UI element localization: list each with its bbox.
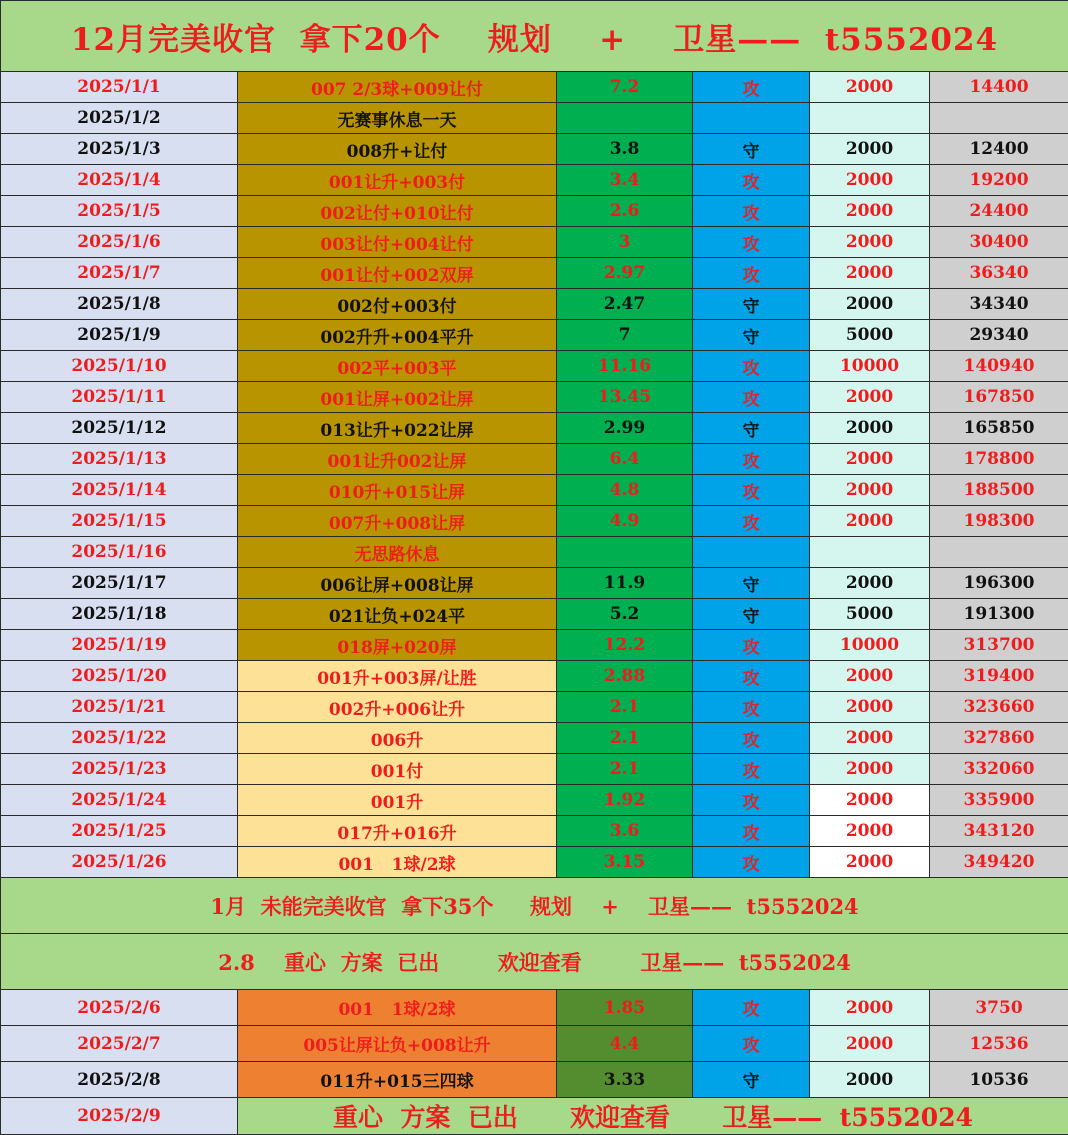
table-row	[1, 351, 1068, 382]
total-cell: 12400	[930, 134, 1068, 165]
odds-cell: 12.2	[557, 630, 693, 661]
type-cell: 守	[693, 320, 810, 351]
type-cell: 守	[693, 568, 810, 599]
total-cell: 140940	[930, 351, 1068, 382]
date-cell: 2025/1/17	[1, 568, 238, 599]
type-cell: 攻	[693, 444, 810, 475]
type-cell: 攻	[693, 227, 810, 258]
plan-cell: 007 2/3球+009让付	[238, 72, 557, 103]
date-cell: 2025/2/6	[1, 990, 238, 1026]
plan-cell: 001升	[238, 785, 557, 816]
odds-cell: 6.4	[557, 444, 693, 475]
table-row	[1, 103, 1068, 134]
table-row	[1, 382, 1068, 413]
date-cell: 2025/1/11	[1, 382, 238, 413]
type-cell: 守	[693, 599, 810, 630]
stake-cell: 2000	[810, 723, 930, 754]
table-row	[1, 134, 1068, 165]
odds-cell: 3.6	[557, 816, 693, 847]
final-notice: 重心 方案 已出 欢迎查看 卫星—— t5552024	[238, 1098, 1068, 1135]
date-cell: 2025/1/1	[1, 72, 238, 103]
stake-cell: 2000	[810, 568, 930, 599]
type-cell	[693, 103, 810, 134]
total-cell	[930, 537, 1068, 568]
stake-cell: 2000	[810, 227, 930, 258]
plan-cell: 008升+让付	[238, 134, 557, 165]
total-cell: 188500	[930, 475, 1068, 506]
plan-cell: 001让屏+002让屏	[238, 382, 557, 413]
date-cell: 2025/1/5	[1, 196, 238, 227]
date-cell: 2025/2/8	[1, 1062, 238, 1098]
table-row	[1, 599, 1068, 630]
date-cell: 2025/1/26	[1, 847, 238, 878]
type-cell: 守	[693, 1062, 810, 1098]
date-cell: 2025/1/18	[1, 599, 238, 630]
stake-cell: 2000	[810, 1062, 930, 1098]
plan-cell: 013让升+022让屏	[238, 413, 557, 444]
odds-cell: 13.45	[557, 382, 693, 413]
total-cell: 323660	[930, 692, 1068, 723]
type-cell: 攻	[693, 475, 810, 506]
total-cell: 198300	[930, 506, 1068, 537]
stake-cell: 2000	[810, 134, 930, 165]
plan-cell: 010升+015让屏	[238, 475, 557, 506]
table-row	[1, 847, 1068, 878]
stake-cell: 5000	[810, 599, 930, 630]
date-cell: 2025/1/16	[1, 537, 238, 568]
odds-cell: 3.4	[557, 165, 693, 196]
date-cell: 2025/1/10	[1, 351, 238, 382]
type-cell: 攻	[693, 72, 810, 103]
table-row	[1, 1062, 1068, 1098]
odds-cell: 4.4	[557, 1026, 693, 1062]
header-title: 12月完美收官 拿下20个 规划 + 卫星—— t5552024	[1, 1, 1068, 72]
date-cell: 2025/1/13	[1, 444, 238, 475]
total-cell: 191300	[930, 599, 1068, 630]
total-cell: 165850	[930, 413, 1068, 444]
date-cell: 2025/1/2	[1, 103, 238, 134]
date-cell: 2025/1/4	[1, 165, 238, 196]
plan-cell: 001让升002让屏	[238, 444, 557, 475]
stake-cell: 2000	[810, 506, 930, 537]
odds-cell: 2.6	[557, 196, 693, 227]
plan-cell: 002让付+010让付	[238, 196, 557, 227]
total-cell: 3750	[930, 990, 1068, 1026]
stake-cell: 2000	[810, 1026, 930, 1062]
total-cell: 343120	[930, 816, 1068, 847]
type-cell: 攻	[693, 723, 810, 754]
header-banner-row	[1, 1, 1068, 72]
february-notice-banner: 2.8 重心 方案 已出 欢迎查看 卫星—— t5552024	[1, 934, 1068, 990]
date-cell: 2025/1/23	[1, 754, 238, 785]
plan-cell: 无思路休息	[238, 537, 557, 568]
plan-cell: 无赛事休息一天	[238, 103, 557, 134]
stake-cell: 2000	[810, 413, 930, 444]
total-cell	[930, 103, 1068, 134]
table-row	[1, 227, 1068, 258]
date-cell: 2025/1/15	[1, 506, 238, 537]
type-cell: 攻	[693, 785, 810, 816]
plan-cell: 002升+006让升	[238, 692, 557, 723]
type-cell: 攻	[693, 847, 810, 878]
type-cell: 攻	[693, 754, 810, 785]
plan-cell: 001 1球/2球	[238, 847, 557, 878]
table-row	[1, 320, 1068, 351]
stake-cell: 2000	[810, 816, 930, 847]
odds-cell: 3.15	[557, 847, 693, 878]
total-cell: 12536	[930, 1026, 1068, 1062]
table-row	[1, 661, 1068, 692]
type-cell: 攻	[693, 382, 810, 413]
date-cell: 2025/1/12	[1, 413, 238, 444]
odds-cell: 5.2	[557, 599, 693, 630]
total-cell: 30400	[930, 227, 1068, 258]
stake-cell: 2000	[810, 475, 930, 506]
stake-cell: 2000	[810, 692, 930, 723]
stake-cell: 2000	[810, 72, 930, 103]
table-row	[1, 1026, 1068, 1062]
plan-cell: 001升+003屏/让胜	[238, 661, 557, 692]
date-cell: 2025/2/9	[1, 1098, 238, 1135]
type-cell: 攻	[693, 990, 810, 1026]
total-cell: 335900	[930, 785, 1068, 816]
total-cell: 332060	[930, 754, 1068, 785]
type-cell	[693, 537, 810, 568]
odds-cell	[557, 537, 693, 568]
table-row	[1, 537, 1068, 568]
stake-cell	[810, 103, 930, 134]
plan-cell: 006让屏+008让屏	[238, 568, 557, 599]
total-cell: 319400	[930, 661, 1068, 692]
stake-cell: 10000	[810, 351, 930, 382]
type-cell: 攻	[693, 1026, 810, 1062]
date-cell: 2025/1/22	[1, 723, 238, 754]
type-cell: 攻	[693, 258, 810, 289]
table-row	[1, 785, 1068, 816]
odds-cell: 4.8	[557, 475, 693, 506]
table-row	[1, 754, 1068, 785]
stake-cell: 5000	[810, 320, 930, 351]
odds-cell: 7.2	[557, 72, 693, 103]
table-row	[1, 258, 1068, 289]
january-summary-banner-row	[1, 878, 1068, 934]
odds-cell: 11.16	[557, 351, 693, 382]
plan-cell: 002平+003平	[238, 351, 557, 382]
date-cell: 2025/2/7	[1, 1026, 238, 1062]
odds-cell: 1.85	[557, 990, 693, 1026]
table-row	[1, 990, 1068, 1026]
stake-cell: 2000	[810, 165, 930, 196]
type-cell: 守	[693, 289, 810, 320]
odds-cell: 11.9	[557, 568, 693, 599]
february-notice-banner-row	[1, 934, 1068, 990]
total-cell: 36340	[930, 258, 1068, 289]
total-cell: 14400	[930, 72, 1068, 103]
stake-cell: 2000	[810, 258, 930, 289]
table-row	[1, 72, 1068, 103]
plan-cell: 003让付+004让付	[238, 227, 557, 258]
date-cell: 2025/1/14	[1, 475, 238, 506]
odds-cell: 2.97	[557, 258, 693, 289]
odds-cell: 2.1	[557, 692, 693, 723]
table-row	[1, 196, 1068, 227]
total-cell: 34340	[930, 289, 1068, 320]
total-cell: 167850	[930, 382, 1068, 413]
stake-cell	[810, 537, 930, 568]
plan-cell: 006升	[238, 723, 557, 754]
odds-cell: 3.8	[557, 134, 693, 165]
total-cell: 29340	[930, 320, 1068, 351]
odds-cell: 2.1	[557, 754, 693, 785]
final-row	[1, 1098, 1068, 1135]
odds-cell: 3	[557, 227, 693, 258]
total-cell: 196300	[930, 568, 1068, 599]
total-cell: 10536	[930, 1062, 1068, 1098]
type-cell: 守	[693, 413, 810, 444]
table-row	[1, 816, 1068, 847]
table-row	[1, 630, 1068, 661]
date-cell: 2025/1/20	[1, 661, 238, 692]
date-cell: 2025/1/24	[1, 785, 238, 816]
plan-cell: 005让屏让负+008让升	[238, 1026, 557, 1062]
type-cell: 攻	[693, 196, 810, 227]
table-row	[1, 475, 1068, 506]
table-row	[1, 444, 1068, 475]
january-summary-banner: 1月 未能完美收官 拿下35个 规划 + 卫星—— t5552024	[1, 878, 1068, 934]
odds-cell: 2.47	[557, 289, 693, 320]
date-cell: 2025/1/9	[1, 320, 238, 351]
stake-cell: 2000	[810, 785, 930, 816]
plan-cell: 018屏+020屏	[238, 630, 557, 661]
odds-cell: 2.88	[557, 661, 693, 692]
stake-cell: 2000	[810, 847, 930, 878]
plan-cell: 002付+003付	[238, 289, 557, 320]
total-cell: 313700	[930, 630, 1068, 661]
table-row	[1, 413, 1068, 444]
stake-cell: 2000	[810, 990, 930, 1026]
odds-cell: 1.92	[557, 785, 693, 816]
type-cell: 攻	[693, 692, 810, 723]
type-cell: 攻	[693, 506, 810, 537]
type-cell: 攻	[693, 816, 810, 847]
table-row	[1, 692, 1068, 723]
plan-cell: 002升升+004平升	[238, 320, 557, 351]
total-cell: 178800	[930, 444, 1068, 475]
total-cell: 24400	[930, 196, 1068, 227]
stake-cell: 2000	[810, 444, 930, 475]
plan-cell: 001付	[238, 754, 557, 785]
date-cell: 2025/1/6	[1, 227, 238, 258]
plan-cell: 021让负+024平	[238, 599, 557, 630]
stake-cell: 2000	[810, 754, 930, 785]
date-cell: 2025/1/3	[1, 134, 238, 165]
plan-cell: 001让付+002双屏	[238, 258, 557, 289]
odds-cell: 3.33	[557, 1062, 693, 1098]
date-cell: 2025/1/21	[1, 692, 238, 723]
odds-cell: 2.99	[557, 413, 693, 444]
total-cell: 19200	[930, 165, 1068, 196]
type-cell: 攻	[693, 630, 810, 661]
table-row	[1, 506, 1068, 537]
table-row	[1, 165, 1068, 196]
type-cell: 攻	[693, 351, 810, 382]
stake-cell: 2000	[810, 661, 930, 692]
plan-cell: 001 1球/2球	[238, 990, 557, 1026]
plan-cell: 011升+015三四球	[238, 1062, 557, 1098]
total-cell: 327860	[930, 723, 1068, 754]
stake-cell: 2000	[810, 289, 930, 320]
odds-cell: 7	[557, 320, 693, 351]
table-row	[1, 723, 1068, 754]
odds-cell	[557, 103, 693, 134]
plan-cell: 007升+008让屏	[238, 506, 557, 537]
type-cell: 攻	[693, 661, 810, 692]
total-cell: 349420	[930, 847, 1068, 878]
stake-cell: 2000	[810, 382, 930, 413]
plan-cell: 017升+016升	[238, 816, 557, 847]
date-cell: 2025/1/25	[1, 816, 238, 847]
date-cell: 2025/1/7	[1, 258, 238, 289]
stake-cell: 10000	[810, 630, 930, 661]
date-cell: 2025/1/8	[1, 289, 238, 320]
table-row	[1, 568, 1068, 599]
odds-cell: 4.9	[557, 506, 693, 537]
table-row	[1, 289, 1068, 320]
type-cell: 攻	[693, 165, 810, 196]
plan-cell: 001让升+003付	[238, 165, 557, 196]
type-cell: 守	[693, 134, 810, 165]
odds-cell: 2.1	[557, 723, 693, 754]
date-cell: 2025/1/19	[1, 630, 238, 661]
stake-cell: 2000	[810, 196, 930, 227]
